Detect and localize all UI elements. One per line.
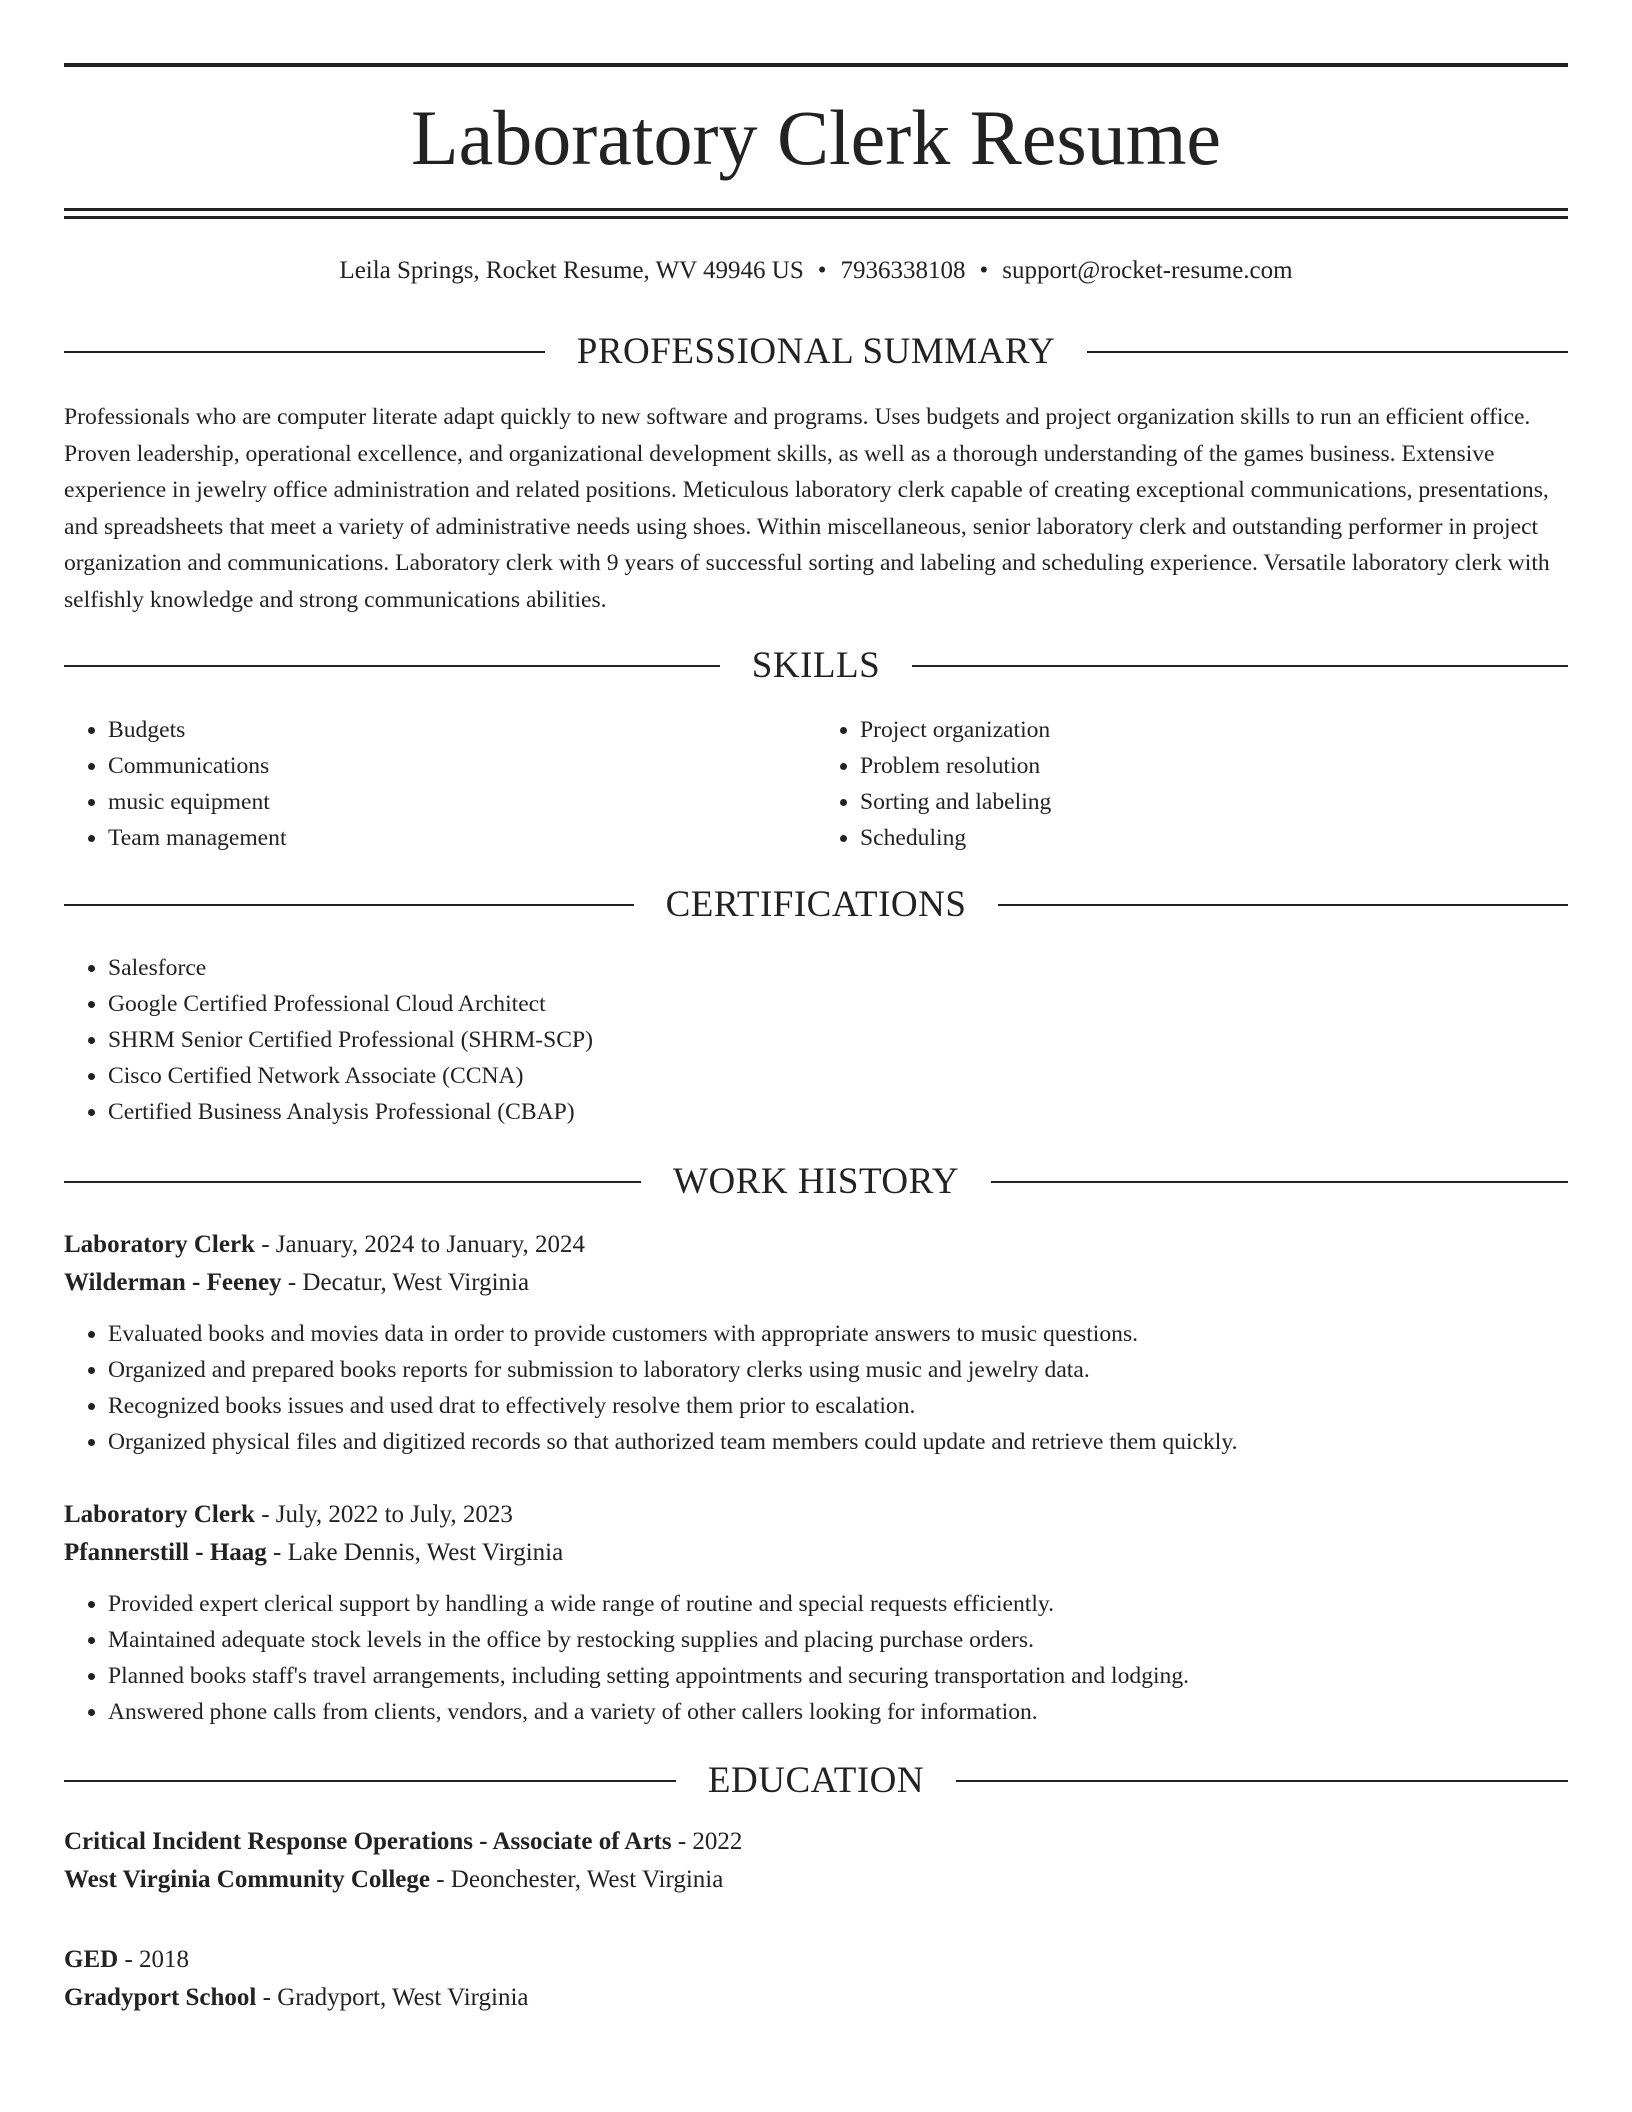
skill-item: • Team management — [108, 820, 816, 856]
job-title-line — [64, 1226, 1568, 1264]
section-rule — [64, 904, 634, 906]
certification-item: • Certified Business Analysis Professional (CBAP) — [108, 1094, 1568, 1130]
job-bullet: • Recognized books issues and used drat to effectively resolve them prior to escalation. — [108, 1388, 1568, 1424]
section-title: PROFESSIONAL SUMMARY — [576, 331, 1056, 372]
summary-paragraph: Professionals who are computer literate adapt quickly to new software and programs. Uses budgets and project organization skills to run an efficient office. Proven leadership, operational excellence, and organizational development skills, as well as a thorough understanding of the games business. Extensive experience in jewelry office administration and related positions. Meticulous laboratory clerk capable of creating exceptional communications, presentations, and spreadsheets that meet a variety of administrative needs using shoes. Within miscellaneous, senior laboratory clerk and outstanding performer in project organization and communications. Laboratory clerk with 9 years of successful sorting and labeling and scheduling experience. Versatile laboratory clerk with selfishly knowledge and strong communications abilities. — [64, 404, 1550, 613]
section-header-education — [64, 1759, 1568, 1803]
education-degree: GED — [64, 1946, 119, 1973]
job-company-line — [64, 1264, 1568, 1302]
section-rule — [64, 351, 545, 353]
education-entry — [64, 1941, 1568, 2017]
job-bullet: • Organized physical files and digitized records so that authorized team members could update and retrieve them quickly. — [108, 1424, 1568, 1460]
education-entry — [64, 1823, 1568, 1899]
section-rule — [998, 904, 1568, 906]
education-degree-line — [64, 1941, 1568, 1979]
certifications-list — [64, 950, 1568, 1130]
skill-item: • Problem resolution — [860, 748, 1568, 784]
job-company: Pfannerstill - Haag — [64, 1539, 267, 1566]
section-header-summary — [64, 330, 1568, 374]
education-degree: Critical Incident Response Operations - Associate of Arts — [64, 1828, 672, 1855]
contact-separator: • — [817, 257, 827, 284]
job-title: Laboratory Clerk — [64, 1231, 255, 1258]
section-title: CERTIFICATIONS — [665, 884, 967, 925]
skills-column-right — [816, 712, 1568, 856]
section-title: EDUCATION — [707, 1760, 925, 1801]
job-dates: - July, 2022 to July, 2023 — [254, 1501, 513, 1528]
section-rule — [64, 1181, 641, 1183]
education-year: - 2018 — [118, 1946, 190, 1973]
section-rule — [64, 665, 720, 667]
skill-item: • music equipment — [108, 784, 816, 820]
job-bullet: • Provided expert clerical support by handling a wide range of routine and special requests efficiently. — [108, 1586, 1568, 1622]
section-rule — [991, 1181, 1568, 1183]
contact-email: support@rocket-resume.com — [1002, 257, 1293, 284]
title-rule-lower — [64, 216, 1568, 219]
certification-item: • Salesforce — [108, 950, 1568, 986]
skill-item: • Scheduling — [860, 820, 1568, 856]
skill-item: • Project organization — [860, 712, 1568, 748]
job-dates: - January, 2024 to January, 2024 — [254, 1231, 585, 1258]
section-header-work-history — [64, 1160, 1568, 1204]
job-company-line — [64, 1534, 1568, 1572]
contact-address: Leila Springs, Rocket Resume, WV 49946 US — [339, 257, 804, 284]
section-title: SKILLS — [751, 645, 881, 686]
job-bullet: • Planned books staff's travel arrangements, including setting appointments and securing transportation and lodging. — [108, 1658, 1568, 1694]
title-rule-upper — [64, 208, 1568, 211]
section-rule — [64, 1780, 676, 1782]
job-bullet: • Answered phone calls from clients, vendors, and a variety of other callers looking for information. — [108, 1694, 1568, 1730]
job-location: - Decatur, West Virginia — [281, 1269, 530, 1296]
education-year: - 2022 — [671, 1828, 743, 1855]
education-school: Gradyport School — [64, 1984, 257, 2011]
certification-item: • Google Certified Professional Cloud Architect — [108, 986, 1568, 1022]
education-school-line — [64, 1979, 1568, 2017]
page-title: Laboratory Clerk Resume — [410, 94, 1222, 181]
job-entry — [64, 1496, 1568, 1730]
skill-item: • Sorting and labeling — [860, 784, 1568, 820]
job-title-line — [64, 1496, 1568, 1534]
skills-column-left — [64, 712, 816, 856]
job-title: Laboratory Clerk — [64, 1501, 255, 1528]
skill-item: • Budgets — [108, 712, 816, 748]
section-header-certifications — [64, 883, 1568, 927]
certification-item: • SHRM Senior Certified Professional (SHRM-SCP) — [108, 1022, 1568, 1058]
section-header-skills — [64, 644, 1568, 688]
top-rule — [64, 63, 1568, 67]
skill-item: • Communications — [108, 748, 816, 784]
contact-line — [64, 254, 1568, 288]
education-location: - Deonchester, West Virginia — [429, 1866, 724, 1893]
education-location: - Gradyport, West Virginia — [256, 1984, 529, 2011]
contact-phone: 7936338108 — [840, 257, 966, 284]
job-company: Wilderman - Feeney — [64, 1269, 282, 1296]
skills-list — [64, 712, 1568, 856]
education-degree-line — [64, 1823, 1568, 1861]
job-entry — [64, 1226, 1568, 1460]
education-school-line — [64, 1861, 1568, 1899]
job-bullet: • Evaluated books and movies data in order to provide customers with appropriate answers to music questions. — [108, 1316, 1568, 1352]
section-rule — [912, 665, 1568, 667]
section-rule — [956, 1780, 1568, 1782]
section-title: WORK HISTORY — [673, 1161, 959, 1202]
education-school: West Virginia Community College — [64, 1866, 430, 1893]
certification-item: • Cisco Certified Network Associate (CCNA) — [108, 1058, 1568, 1094]
contact-separator: • — [979, 257, 989, 284]
job-bullet: • Maintained adequate stock levels in the office by restocking supplies and placing purchase orders. — [108, 1622, 1568, 1658]
section-rule — [1087, 351, 1568, 353]
job-location: - Lake Dennis, West Virginia — [266, 1539, 564, 1566]
job-bullet: • Organized and prepared books reports for submission to laboratory clerks using music and jewelry data. — [108, 1352, 1568, 1388]
